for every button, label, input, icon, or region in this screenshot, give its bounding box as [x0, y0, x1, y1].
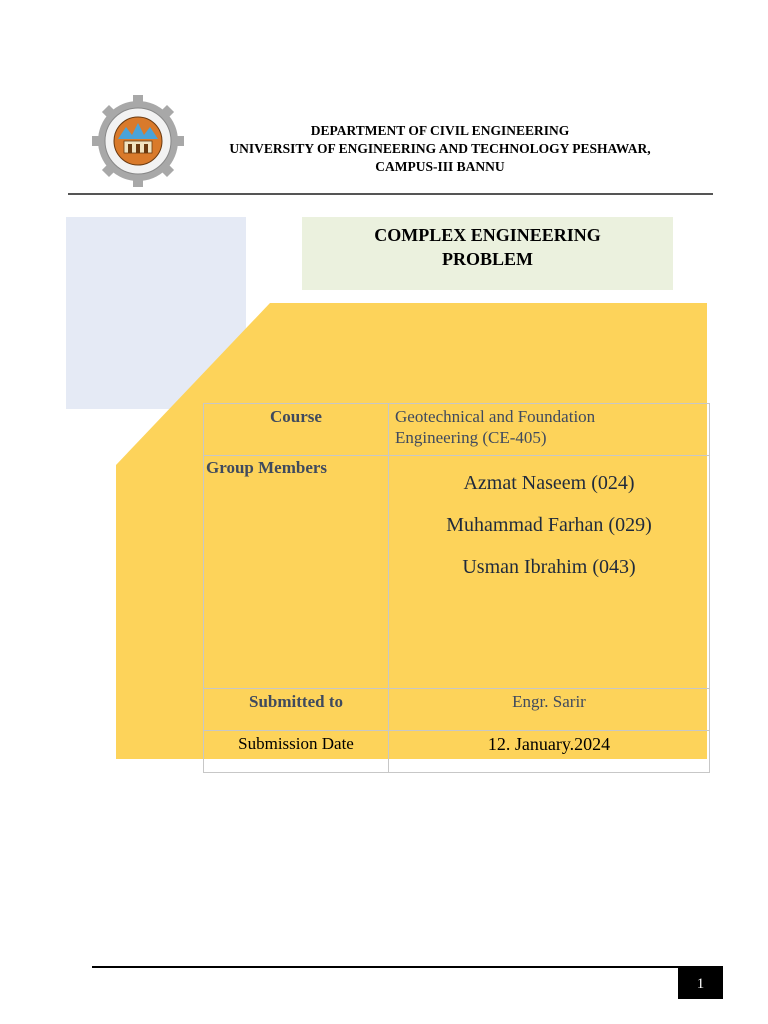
submitted-to-label: Submitted to: [204, 689, 389, 731]
document-title: [302, 217, 673, 290]
submission-date-label: Submission Date: [204, 731, 389, 773]
submission-date-value: 12. January.2024: [389, 731, 710, 773]
details-table: [203, 403, 710, 773]
title-line-2: PROBLEM: [441, 249, 533, 269]
table-row: [204, 456, 710, 689]
course-label: Course: [204, 404, 389, 456]
member-name: Azmat Naseem (024): [463, 472, 635, 494]
title-line-1: COMPLEX ENGINEERING: [374, 225, 601, 245]
university-name: UNIVERSITY OF ENGINEERING AND TECHNOLOGY PESHAWAR,: [229, 141, 651, 156]
member-name: Usman Ibrahim (043): [462, 556, 636, 578]
department-name: DEPARTMENT OF CIVIL ENGINEERING: [310, 123, 570, 138]
group-members-list: [389, 456, 710, 689]
course-value-line-1: Geotechnical and Foundation: [395, 407, 596, 426]
table-row: [204, 731, 710, 773]
page-number: 1: [678, 966, 723, 999]
course-value: [389, 404, 710, 456]
submitted-to-value: Engr. Sarir: [389, 689, 710, 731]
footer-divider: [92, 966, 678, 968]
course-value-line-2: Engineering (CE-405): [395, 428, 547, 447]
campus-name: CAMPUS-III BANNU: [375, 159, 505, 174]
group-members-label: Group Members: [204, 456, 389, 689]
member-name: Muhammad Farhan (029): [446, 514, 652, 536]
table-row: [204, 689, 710, 731]
table-row: [204, 404, 710, 456]
